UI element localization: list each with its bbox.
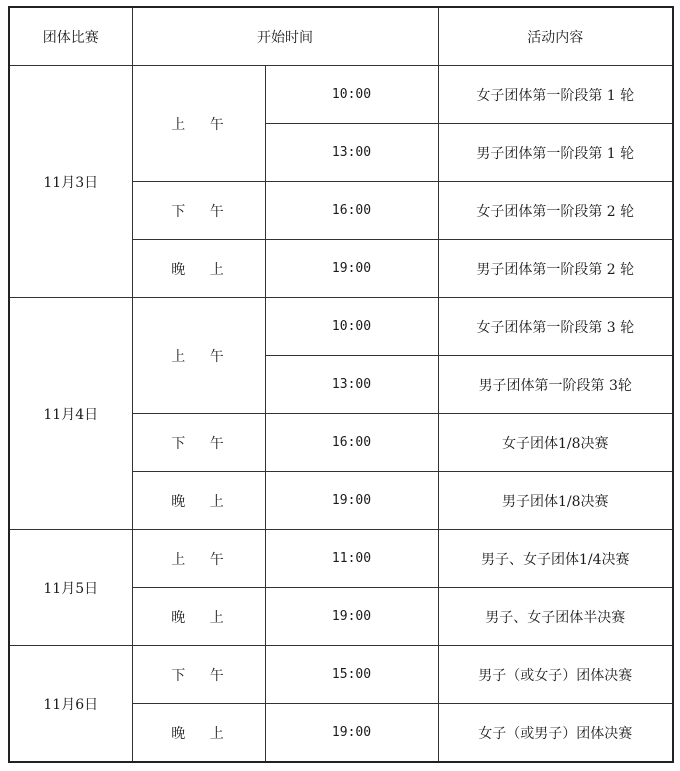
date-cell: 11月6日	[9, 646, 132, 763]
activity-cell: 女子团体第一阶段第 1 轮	[438, 66, 673, 124]
time-cell: 15:00	[265, 646, 438, 704]
activity-cell: 女子团体第一阶段第 3 轮	[438, 298, 673, 356]
date-cell: 11月5日	[9, 530, 132, 646]
activity-cell: 女子团体1/8决赛	[438, 414, 673, 472]
period-cell: 上 午	[132, 530, 265, 588]
date-cell: 11月4日	[9, 298, 132, 530]
activity-cell: 女子团体第一阶段第 2 轮	[438, 182, 673, 240]
date-cell: 11月3日	[9, 66, 132, 298]
activity-cell: 男子（或女子）团体决赛	[438, 646, 673, 704]
activity-cell: 男子团体第一阶段第 2 轮	[438, 240, 673, 298]
activity-cell: 男子团体第一阶段第 3轮	[438, 356, 673, 414]
time-cell: 13:00	[265, 124, 438, 182]
activity-cell: 男子、女子团体1/4决赛	[438, 530, 673, 588]
table-row	[9, 298, 673, 356]
activity-cell: 男子团体1/8决赛	[438, 472, 673, 530]
time-cell: 10:00	[265, 298, 438, 356]
period-cell: 下 午	[132, 646, 265, 704]
time-cell: 13:00	[265, 356, 438, 414]
period-cell: 晚 上	[132, 704, 265, 763]
period-cell: 下 午	[132, 182, 265, 240]
header-start-time: 开始时间	[132, 7, 438, 66]
period-cell: 晚 上	[132, 240, 265, 298]
activity-cell: 女子（或男子）团体决赛	[438, 704, 673, 763]
period-cell: 晚 上	[132, 472, 265, 530]
period-cell: 上 午	[132, 66, 265, 182]
time-cell: 19:00	[265, 704, 438, 763]
time-cell: 19:00	[265, 240, 438, 298]
time-cell: 19:00	[265, 588, 438, 646]
table-row	[9, 66, 673, 124]
time-cell: 11:00	[265, 530, 438, 588]
header-team-event: 团体比赛	[9, 7, 132, 66]
activity-cell: 男子团体第一阶段第 1 轮	[438, 124, 673, 182]
schedule-body	[9, 66, 673, 763]
header-activity: 活动内容	[438, 7, 673, 66]
table-row	[9, 530, 673, 588]
period-cell: 下 午	[132, 414, 265, 472]
time-cell: 19:00	[265, 472, 438, 530]
activity-cell: 男子、女子团体半决赛	[438, 588, 673, 646]
time-cell: 10:00	[265, 66, 438, 124]
header-row	[9, 7, 673, 66]
table-row	[9, 646, 673, 704]
period-cell: 晚 上	[132, 588, 265, 646]
schedule-table	[8, 6, 674, 763]
time-cell: 16:00	[265, 182, 438, 240]
time-cell: 16:00	[265, 414, 438, 472]
period-cell: 上 午	[132, 298, 265, 414]
